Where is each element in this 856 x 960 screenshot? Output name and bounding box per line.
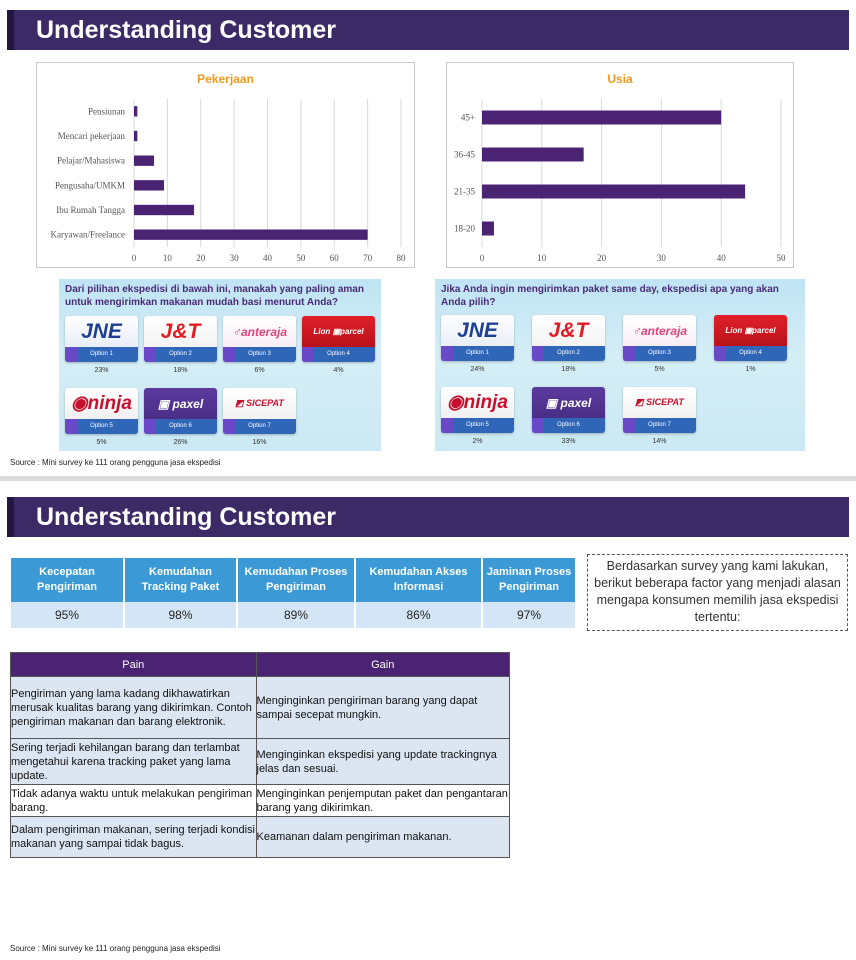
option-card[interactable] <box>65 388 138 434</box>
bar <box>134 205 194 215</box>
bar <box>134 106 137 116</box>
factor-value: 89% <box>237 602 355 628</box>
option-label: Option 4 <box>714 346 787 361</box>
option-percentage: 26% <box>173 439 188 446</box>
gain-cell: Menginginkan ekspedisi yang update trackingnya jelas dan sesuai. <box>256 739 510 785</box>
gain-cell: Keamanan dalam pengiriman makanan. <box>256 817 510 858</box>
option-percentage: 18% <box>561 366 576 373</box>
bar <box>134 131 137 141</box>
category-label: 18-20 <box>454 223 475 234</box>
table-row <box>11 785 510 817</box>
option-card[interactable] <box>532 387 605 433</box>
tick-label: 40 <box>716 253 726 263</box>
option-card[interactable] <box>223 316 296 362</box>
tick-label: 80 <box>396 253 406 263</box>
tick-label: 40 <box>263 253 272 263</box>
table-row <box>11 817 510 858</box>
brand-logo: ◉ninja <box>65 388 138 419</box>
gain-cell: Menginginkan pengiriman barang yang dapat sampai secepat mungkin. <box>256 677 510 739</box>
tick-label: 20 <box>597 253 607 263</box>
factor-value: 86% <box>355 602 482 628</box>
factor-value: 95% <box>11 602 124 628</box>
option-percentage: 1% <box>745 366 756 373</box>
brand-logo: Lion ▣parcel <box>302 316 375 347</box>
poll-same-day <box>435 279 805 451</box>
slide-divider <box>0 476 856 481</box>
gain-header: Gain <box>256 653 510 677</box>
category-label: Pensiunan <box>88 106 125 117</box>
chart-title: Usia <box>607 72 633 86</box>
tick-label: 0 <box>479 253 485 263</box>
brand-logo: JNE <box>441 315 514 346</box>
brand-logo: ◉ninja <box>441 387 514 418</box>
survey-note: Berdasarkan survey yang kami lakukan, berikut beberapa factor yang menjadi alasan mengapa konsumen memilih jasa ekspedisi tertentu: <box>587 554 848 631</box>
factors-table <box>11 558 577 628</box>
poll-food-safety <box>59 279 381 451</box>
option-percentage: 5% <box>654 366 665 373</box>
section-header <box>7 497 849 537</box>
pain-cell: Dalam pengiriman makanan, sering terjadi kondisi makanan yang sampai tidak bagus. <box>11 817 257 858</box>
tick-label: 50 <box>776 253 786 263</box>
factors-value-row <box>11 602 576 628</box>
source-note: Source : Mini survey ke 111 orang pengguna jasa ekspedisi <box>10 944 221 953</box>
brand-logo: ♂anteraja <box>223 316 296 347</box>
bar <box>134 180 164 190</box>
option-percentage: 24% <box>470 366 485 373</box>
option-percentage: 5% <box>96 439 107 446</box>
tick-label: 60 <box>329 253 339 263</box>
bar <box>134 229 368 239</box>
source-note: Source : Mini survey ke 111 orang pengguna jasa ekspedisi <box>10 458 221 467</box>
poll-question: Jika Anda ingin mengirimkan paket same day, ekspedisi apa yang akan Anda pilih? <box>441 284 779 308</box>
option-label: Option 1 <box>441 346 514 361</box>
option-card[interactable] <box>65 316 138 362</box>
category-label: Pelajar/Mahasiswa <box>57 155 125 166</box>
factors-header-row <box>11 558 576 602</box>
chart-pekerjaan-svg <box>37 63 416 269</box>
tick-label: 10 <box>162 253 172 263</box>
option-percentage: 14% <box>652 438 667 445</box>
pain-gain-table <box>10 652 510 858</box>
tick-label: 50 <box>296 253 306 263</box>
poll-question: Dari pilihan ekspedisi di bawah ini, manakah yang paling aman untuk mengirimkan makanan mudah basi menurut Anda? <box>65 284 364 308</box>
brand-logo: J&T <box>144 316 217 347</box>
brand-logo: ◩ SICEPAT <box>623 387 696 418</box>
category-label: 21-35 <box>454 186 475 197</box>
pain-header: Pain <box>11 653 257 677</box>
option-label: Option 1 <box>65 347 138 362</box>
factor-header: Kemudahan Akses Informasi <box>355 558 482 602</box>
category-label: Mencari pekerjaan <box>57 131 125 141</box>
pain-cell: Tidak adanya waktu untuk melakukan pengiriman barang. <box>11 785 257 817</box>
option-card[interactable] <box>532 315 605 361</box>
option-percentage: 6% <box>254 367 265 374</box>
chart-usia <box>446 62 794 268</box>
option-label: Option 6 <box>144 419 217 434</box>
option-card[interactable] <box>144 316 217 362</box>
option-percentage: 16% <box>252 439 267 446</box>
option-label: Option 2 <box>144 347 217 362</box>
factor-header: Kemudahan Proses Pengiriman <box>237 558 355 602</box>
chart-title: Pekerjaan <box>197 72 254 86</box>
pain-cell: Pengiriman yang lama kadang dikhawatirkan merusak kualitas barang yang dikirimkan. Contoh pengiriman makanan dan barang elektronik. <box>11 677 257 739</box>
tick-label: 0 <box>131 253 137 263</box>
header-accent <box>7 10 14 50</box>
category-label: 45+ <box>460 112 475 123</box>
category-label: Pengusaha/UMKM <box>55 180 125 191</box>
section-title: Understanding Customer <box>36 15 337 44</box>
brand-logo: Lion ▣parcel <box>714 315 787 346</box>
bar <box>134 155 154 165</box>
bar <box>482 148 584 162</box>
option-label: Option 5 <box>65 419 138 434</box>
bar <box>482 111 721 125</box>
factor-value: 97% <box>482 602 576 628</box>
category-label: Ibu Rumah Tangga <box>56 205 125 215</box>
pain-cell: Sering terjadi kehilangan barang dan terlambat mengetahui karena tracking paket yang lama update. <box>11 739 257 785</box>
tick-label: 30 <box>656 253 666 263</box>
option-label: Option 7 <box>623 418 696 433</box>
chart-usia-svg <box>447 63 795 269</box>
option-label: Option 2 <box>532 346 605 361</box>
option-label: Option 3 <box>223 347 296 362</box>
pain-gain-header-row <box>11 653 510 677</box>
tick-label: 10 <box>537 253 547 263</box>
option-percentage: 33% <box>561 438 576 445</box>
option-card[interactable] <box>441 315 514 361</box>
tick-label: 30 <box>229 253 239 263</box>
chart-pekerjaan <box>36 62 415 268</box>
brand-logo: J&T <box>532 315 605 346</box>
header-accent <box>7 497 14 537</box>
option-card[interactable] <box>302 316 375 362</box>
category-label: 36-45 <box>454 149 475 160</box>
option-card[interactable] <box>623 387 696 433</box>
bar <box>482 185 745 199</box>
tick-label: 20 <box>196 253 206 263</box>
option-label: Option 4 <box>302 347 375 362</box>
brand-logo: ▣ paxel <box>144 388 217 419</box>
category-label: Karyawan/Freelance <box>50 229 125 240</box>
option-card[interactable] <box>144 388 217 434</box>
table-row <box>11 739 510 785</box>
option-card[interactable] <box>223 388 296 434</box>
factor-header: Kemudahan Tracking Paket <box>124 558 237 602</box>
option-label: Option 7 <box>223 419 296 434</box>
brand-logo: ▣ paxel <box>532 387 605 418</box>
bar <box>482 222 494 236</box>
option-percentage: 2% <box>472 438 483 445</box>
brand-logo: ♂anteraja <box>623 315 696 346</box>
option-card[interactable] <box>714 315 787 361</box>
option-card[interactable] <box>441 387 514 433</box>
brand-logo: JNE <box>65 316 138 347</box>
table-row <box>11 677 510 739</box>
option-percentage: 23% <box>94 367 109 374</box>
section-title: Understanding Customer <box>36 502 337 531</box>
factor-header: Jaminan Proses Pengiriman <box>482 558 576 602</box>
gain-cell: Menginginkan penjemputan paket dan pengantaran barang yang dikirimkan. <box>256 785 510 817</box>
option-label: Option 3 <box>623 346 696 361</box>
section-header <box>7 10 849 50</box>
brand-logo: ◩ SICEPAT <box>223 388 296 419</box>
factor-header: Kecepatan Pengiriman <box>11 558 124 602</box>
tick-label: 70 <box>363 253 373 263</box>
option-label: Option 6 <box>532 418 605 433</box>
option-label: Option 5 <box>441 418 514 433</box>
option-percentage: 18% <box>173 367 188 374</box>
factor-value: 98% <box>124 602 237 628</box>
option-card[interactable] <box>623 315 696 361</box>
option-percentage: 4% <box>333 367 344 374</box>
